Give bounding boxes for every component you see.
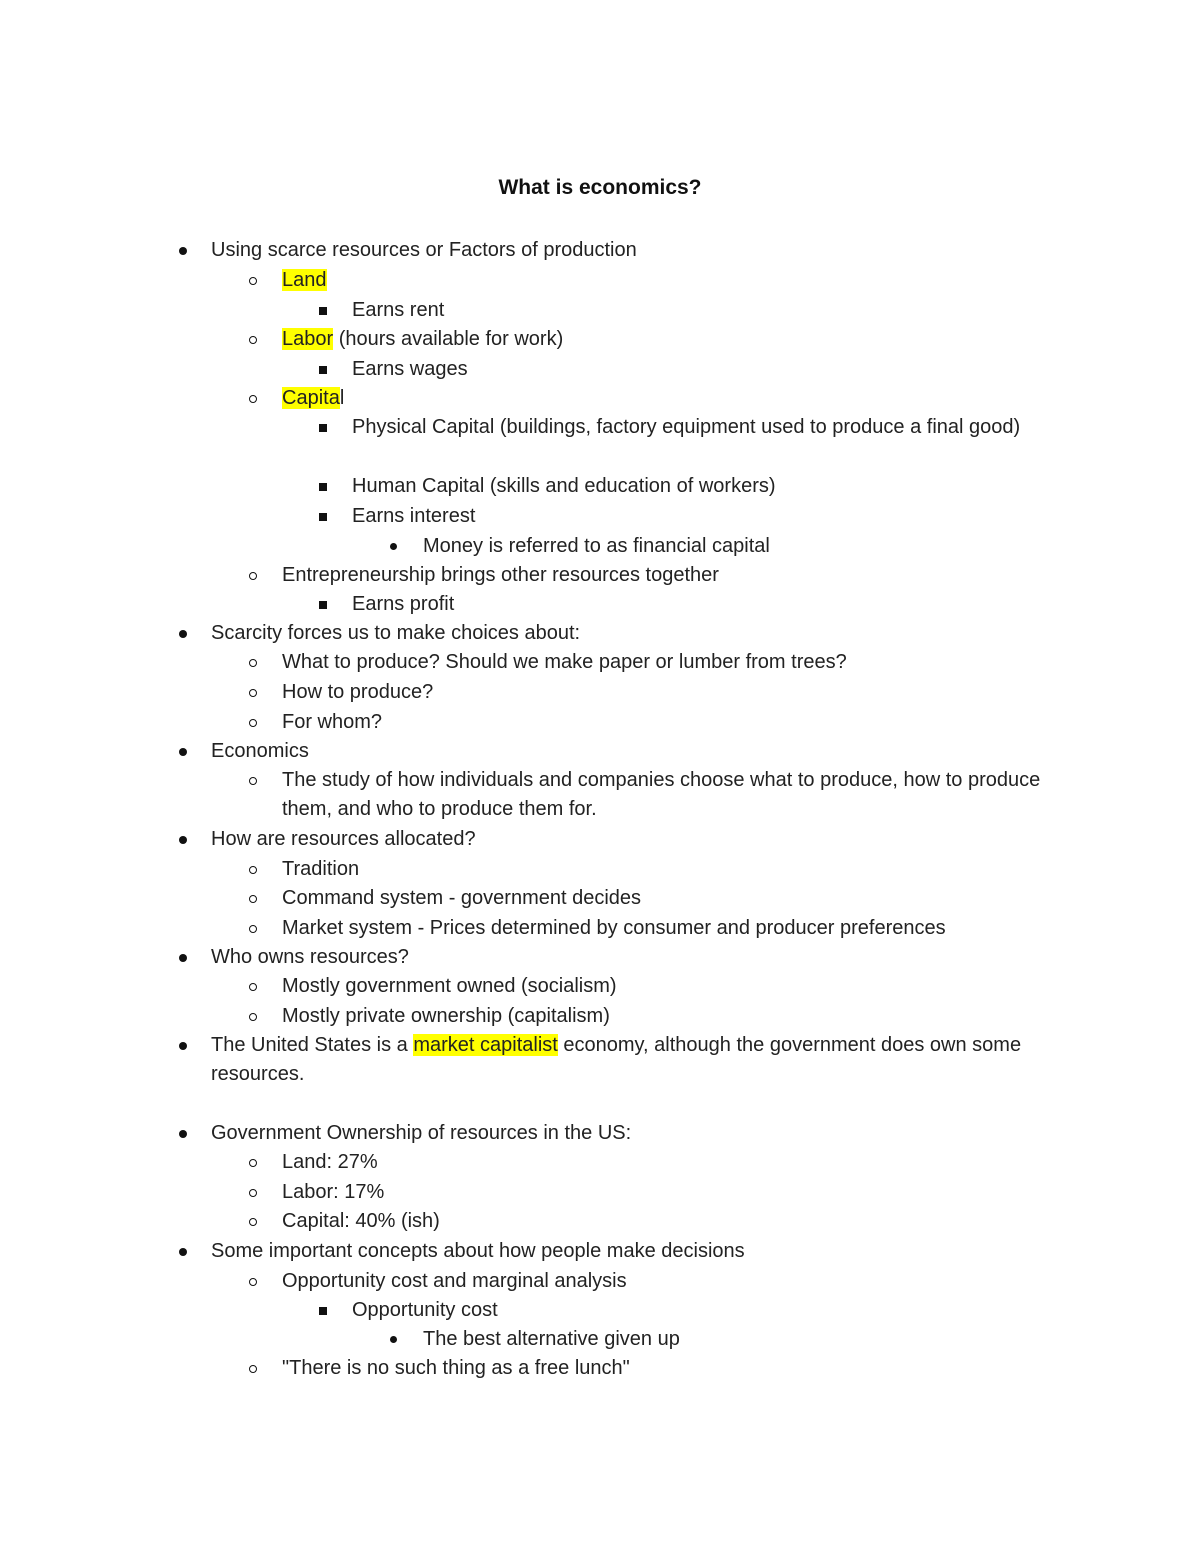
list-item	[282, 914, 946, 943]
bullet-disc-icon	[179, 1130, 187, 1138]
list-item-text: Physical Capital (buildings, factory equipment used to produce a final good)	[352, 416, 1021, 438]
list-item	[352, 296, 444, 325]
list-item-text: The study of how individuals and companies choose what to produce, how to produce them, and who to produce them for.	[282, 769, 1041, 820]
list-item	[282, 561, 719, 590]
bullet-disc-icon	[390, 543, 397, 550]
bullet-disc-icon	[179, 630, 187, 638]
bullet-circle-icon	[249, 925, 257, 933]
bullet-disc-icon	[179, 1248, 187, 1256]
bullet-square-icon	[319, 1307, 327, 1315]
list-item	[211, 825, 476, 854]
list-item-text: Earns wages	[352, 358, 468, 380]
bullet-circle-icon	[249, 395, 257, 403]
list-item	[352, 1296, 498, 1325]
list-item-text: Government Ownership of resources in the US:	[211, 1122, 632, 1144]
list-item-text: Opportunity cost	[352, 1299, 498, 1321]
list-item-text: Who owns resources?	[211, 946, 409, 968]
bullet-circle-icon	[249, 1013, 257, 1021]
highlighted-text: Labor	[282, 328, 334, 350]
bullet-square-icon	[319, 424, 327, 432]
bullet-circle-icon	[249, 572, 257, 580]
list-item	[352, 413, 1020, 442]
list-item	[352, 590, 454, 619]
list-item-text: What to produce? Should we make paper or lumber from trees?	[282, 651, 847, 673]
list-item	[282, 384, 344, 413]
list-item	[282, 325, 563, 354]
list-item	[282, 1148, 378, 1177]
bullet-disc-icon	[179, 748, 187, 756]
list-item	[211, 737, 309, 766]
highlighted-text: Land	[282, 269, 327, 291]
bullet-square-icon	[319, 601, 327, 609]
list-item-text: Money is referred to as financial capital	[423, 535, 770, 557]
list-item	[282, 1207, 440, 1236]
list-item	[282, 678, 433, 707]
bullet-square-icon	[319, 513, 327, 521]
highlighted-text: Capita	[282, 387, 340, 409]
list-item-text: Capital: 40% (ish)	[282, 1210, 440, 1232]
bullet-disc-icon	[179, 1042, 187, 1050]
list-item-text: Opportunity cost and marginal analysis	[282, 1270, 627, 1292]
bullet-circle-icon	[249, 983, 257, 991]
bullet-circle-icon	[249, 1365, 257, 1373]
list-item-text: Economics	[211, 740, 309, 762]
list-item	[282, 648, 847, 677]
list-item	[282, 1178, 384, 1207]
list-item-text: How to produce?	[282, 681, 434, 703]
bullet-disc-icon	[179, 247, 187, 255]
list-item-text: economy, although the government does own some resources.	[211, 1034, 1022, 1085]
list-item-text: For whom?	[282, 711, 383, 733]
list-item	[211, 619, 580, 648]
list-item-text: Using scarce resources or Factors of production	[211, 239, 637, 261]
list-item	[282, 1354, 630, 1383]
bullet-circle-icon	[249, 1159, 257, 1167]
page-title: What is economics?	[498, 176, 702, 199]
list-item	[282, 972, 617, 1001]
bullet-square-icon	[319, 483, 327, 491]
list-item-text: Scarcity forces us to make choices about:	[211, 622, 581, 644]
list-item-text: "There is no such thing as a free lunch"	[282, 1357, 630, 1379]
bullet-square-icon	[319, 366, 327, 374]
list-item-text: How are resources allocated?	[211, 828, 476, 850]
list-item-text: Human Capital (skills and education of workers)	[352, 475, 776, 497]
list-item	[282, 266, 327, 295]
list-item	[352, 355, 468, 384]
list-item-text: Mostly private ownership (capitalism)	[282, 1005, 610, 1027]
bullet-circle-icon	[249, 1189, 257, 1197]
list-item-text: (hours available for work)	[333, 328, 564, 350]
highlighted-text: market capitalist	[413, 1034, 558, 1056]
bullet-square-icon	[319, 307, 327, 315]
bullet-circle-icon	[249, 659, 257, 667]
list-item	[423, 1325, 680, 1354]
bullet-disc-icon	[390, 1336, 397, 1343]
bullet-circle-icon	[249, 336, 257, 344]
list-item	[282, 855, 359, 884]
list-item-text: Some important concepts about how people make decisions	[211, 1240, 745, 1262]
list-item-text: l	[339, 387, 345, 409]
list-item-text: Mostly government owned (socialism)	[282, 975, 617, 997]
list-item-text: Market system - Prices determined by consumer and producer preferences	[282, 917, 946, 939]
bullet-circle-icon	[249, 777, 257, 785]
list-item-text: Entrepreneurship brings other resources together	[282, 564, 719, 586]
bullet-circle-icon	[249, 277, 257, 285]
list-item-text: Land: 27%	[282, 1151, 378, 1173]
list-item	[211, 943, 409, 972]
list-item	[211, 1031, 1041, 1089]
bullet-circle-icon	[249, 689, 257, 697]
list-item	[211, 1237, 745, 1266]
list-item	[211, 1119, 631, 1148]
list-item	[352, 502, 475, 531]
list-item-text: The United States is a	[211, 1034, 414, 1056]
bullet-circle-icon	[249, 1278, 257, 1286]
list-item	[282, 1267, 627, 1296]
bullet-circle-icon	[249, 866, 257, 874]
list-item	[282, 766, 1042, 824]
bullet-disc-icon	[179, 954, 187, 962]
list-item	[352, 472, 776, 501]
list-item	[211, 236, 637, 265]
list-item-text: Earns interest	[352, 505, 476, 527]
list-item-text: Earns rent	[352, 299, 445, 321]
list-item-text: Labor: 17%	[282, 1181, 385, 1203]
list-item	[282, 884, 641, 913]
list-item-text: Tradition	[282, 858, 360, 880]
bullet-circle-icon	[249, 895, 257, 903]
bullet-circle-icon	[249, 1218, 257, 1226]
list-item-text: The best alternative given up	[423, 1328, 680, 1350]
list-item	[282, 1002, 610, 1031]
list-item-text: Command system - government decides	[282, 887, 642, 909]
bullet-disc-icon	[179, 836, 187, 844]
list-item-text: Earns profit	[352, 593, 455, 615]
bullet-circle-icon	[249, 719, 257, 727]
list-item	[423, 532, 770, 561]
list-item	[282, 708, 382, 737]
